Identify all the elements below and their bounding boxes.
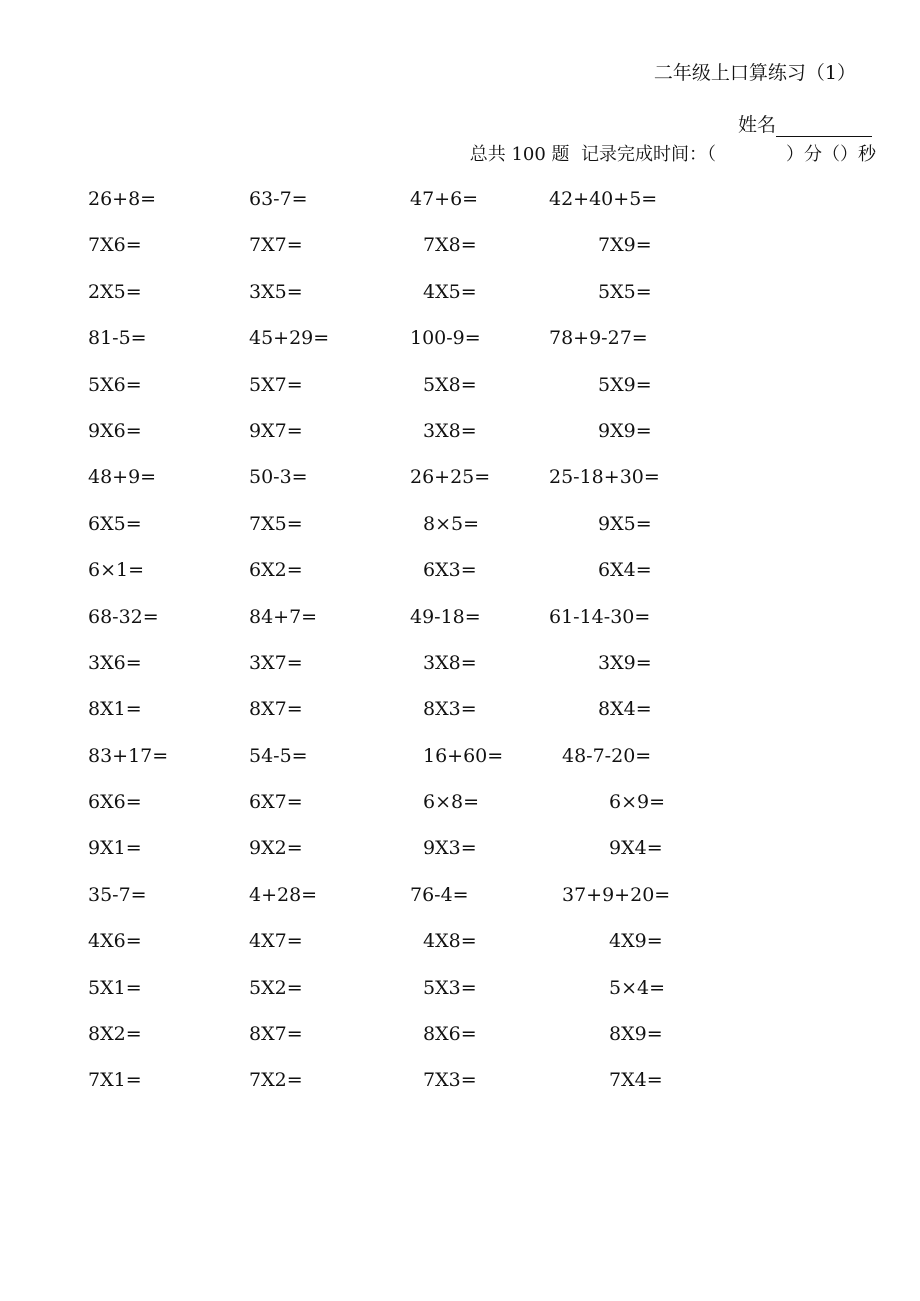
problem-row [0, 791, 920, 837]
problem-item: 6×9= [609, 791, 666, 814]
problem-item: 49-18= [410, 605, 481, 628]
problem-row [0, 559, 920, 605]
problem-item: 5X8= [423, 373, 477, 396]
problem-item: 47+6= [410, 188, 479, 210]
problem-item: 26+25= [410, 466, 491, 489]
problem-item: 68-32= [88, 605, 159, 628]
problem-item: 7X2= [249, 1069, 303, 1092]
problem-item: 8X7= [249, 698, 303, 721]
problem-item: 48-7-20= [562, 744, 652, 767]
record-time-line [470, 140, 876, 166]
problem-row [0, 837, 920, 883]
problem-item: 7X4= [609, 1069, 663, 1092]
problem-item: 35-7= [88, 883, 147, 906]
problem-item: 3X9= [598, 651, 652, 674]
problem-grid [0, 188, 920, 1109]
problem-item: 4X6= [88, 930, 142, 953]
problem-item: 8X1= [88, 698, 142, 721]
time-suffix: ）分（）秒 [786, 144, 876, 165]
problem-item: 9X9= [598, 419, 652, 442]
problem-item: 84+7= [249, 605, 318, 628]
problem-item: 6×1= [88, 559, 145, 582]
problem-item: 8X9= [609, 1023, 663, 1046]
problem-item: 8×5= [423, 512, 480, 535]
problem-item: 5X1= [88, 976, 142, 999]
problem-item: 6X6= [88, 791, 142, 814]
problem-row [0, 327, 920, 373]
problem-item: 4X9= [609, 930, 663, 953]
problem-item: 4X8= [423, 930, 477, 953]
problem-item: 26+8= [88, 188, 157, 210]
problem-item: 25-18+30= [549, 466, 660, 489]
problem-item: 54-5= [249, 744, 308, 767]
problem-row [0, 234, 920, 280]
problem-item: 5×4= [609, 976, 666, 999]
problem-item: 5X6= [88, 373, 142, 396]
problem-item: 2X5= [88, 280, 142, 303]
problem-item: 76-4= [410, 883, 469, 906]
problem-item: 3X8= [423, 419, 477, 442]
problem-item: 7X3= [423, 1069, 477, 1092]
problem-item: 5X9= [598, 373, 652, 396]
name-blank[interactable] [776, 116, 872, 137]
problem-item: 100-9= [410, 327, 481, 350]
problem-item: 6X7= [249, 791, 303, 814]
problem-item: 9X2= [249, 837, 303, 860]
total-label: 总共 100 题 [469, 144, 570, 165]
problem-item: 6×8= [423, 791, 480, 814]
problem-item: 50-3= [249, 466, 308, 489]
problem-row [0, 374, 920, 420]
problem-row [0, 513, 920, 559]
problem-row [0, 188, 920, 234]
worksheet-title: 二年级上口算练习（1） [653, 62, 856, 84]
problem-item: 42+40+5= [549, 188, 658, 210]
problem-item: 7X8= [423, 234, 477, 257]
problem-item: 6X2= [249, 559, 303, 582]
problem-item: 45+29= [249, 327, 330, 350]
problem-item: 5X5= [598, 280, 652, 303]
problem-item: 5X7= [249, 373, 303, 396]
name-field-line [738, 110, 872, 137]
problem-item: 37+9+20= [562, 883, 671, 906]
problem-row [0, 652, 920, 698]
problem-item: 81-5= [88, 327, 147, 350]
problem-item: 63-7= [249, 188, 308, 210]
problem-row [0, 884, 920, 930]
problem-item: 7X1= [88, 1069, 142, 1092]
problem-item: 8X6= [423, 1023, 477, 1046]
problem-item: 3X7= [249, 651, 303, 674]
problem-item: 8X7= [249, 1023, 303, 1046]
problem-item: 4X7= [249, 930, 303, 953]
problem-item: 8X4= [598, 698, 652, 721]
problem-item: 3X5= [249, 280, 303, 303]
problem-row [0, 745, 920, 791]
problem-item: 3X8= [423, 651, 477, 674]
problem-item: 7X9= [598, 234, 652, 257]
problem-row [0, 281, 920, 327]
problem-item: 9X7= [249, 419, 303, 442]
problem-item: 9X3= [423, 837, 477, 860]
record-label: 记录完成时间：（ [581, 144, 716, 165]
problem-item: 83+17= [88, 744, 169, 767]
problem-item: 4+28= [249, 883, 318, 906]
problem-row [0, 1069, 920, 1109]
problem-item: 78+9-27= [549, 327, 648, 350]
problem-item: 4X5= [423, 280, 477, 303]
problem-row [0, 420, 920, 466]
problem-item: 7X5= [249, 512, 303, 535]
problem-item: 6X4= [598, 559, 652, 582]
name-label: 姓名 [737, 114, 776, 136]
problem-item: 8X3= [423, 698, 477, 721]
problem-item: 5X2= [249, 976, 303, 999]
problem-item: 8X2= [88, 1023, 142, 1046]
problem-item: 5X3= [423, 976, 477, 999]
problem-item: 48+9= [88, 466, 157, 489]
problem-item: 9X5= [598, 512, 652, 535]
problem-row [0, 698, 920, 744]
problem-item: 16+60= [423, 744, 504, 767]
problem-item: 9X4= [609, 837, 663, 860]
problem-row [0, 466, 920, 512]
problem-item: 6X5= [88, 512, 142, 535]
problem-item: 9X6= [88, 419, 142, 442]
problem-item: 7X7= [249, 234, 303, 257]
problem-row [0, 930, 920, 976]
problem-item: 61-14-30= [549, 605, 651, 628]
problem-item: 7X6= [88, 234, 142, 257]
problem-row [0, 977, 920, 1023]
problem-row [0, 606, 920, 652]
problem-item: 3X6= [88, 651, 142, 674]
problem-item: 6X3= [423, 559, 477, 582]
problem-row [0, 1023, 920, 1069]
problem-item: 9X1= [88, 837, 142, 860]
